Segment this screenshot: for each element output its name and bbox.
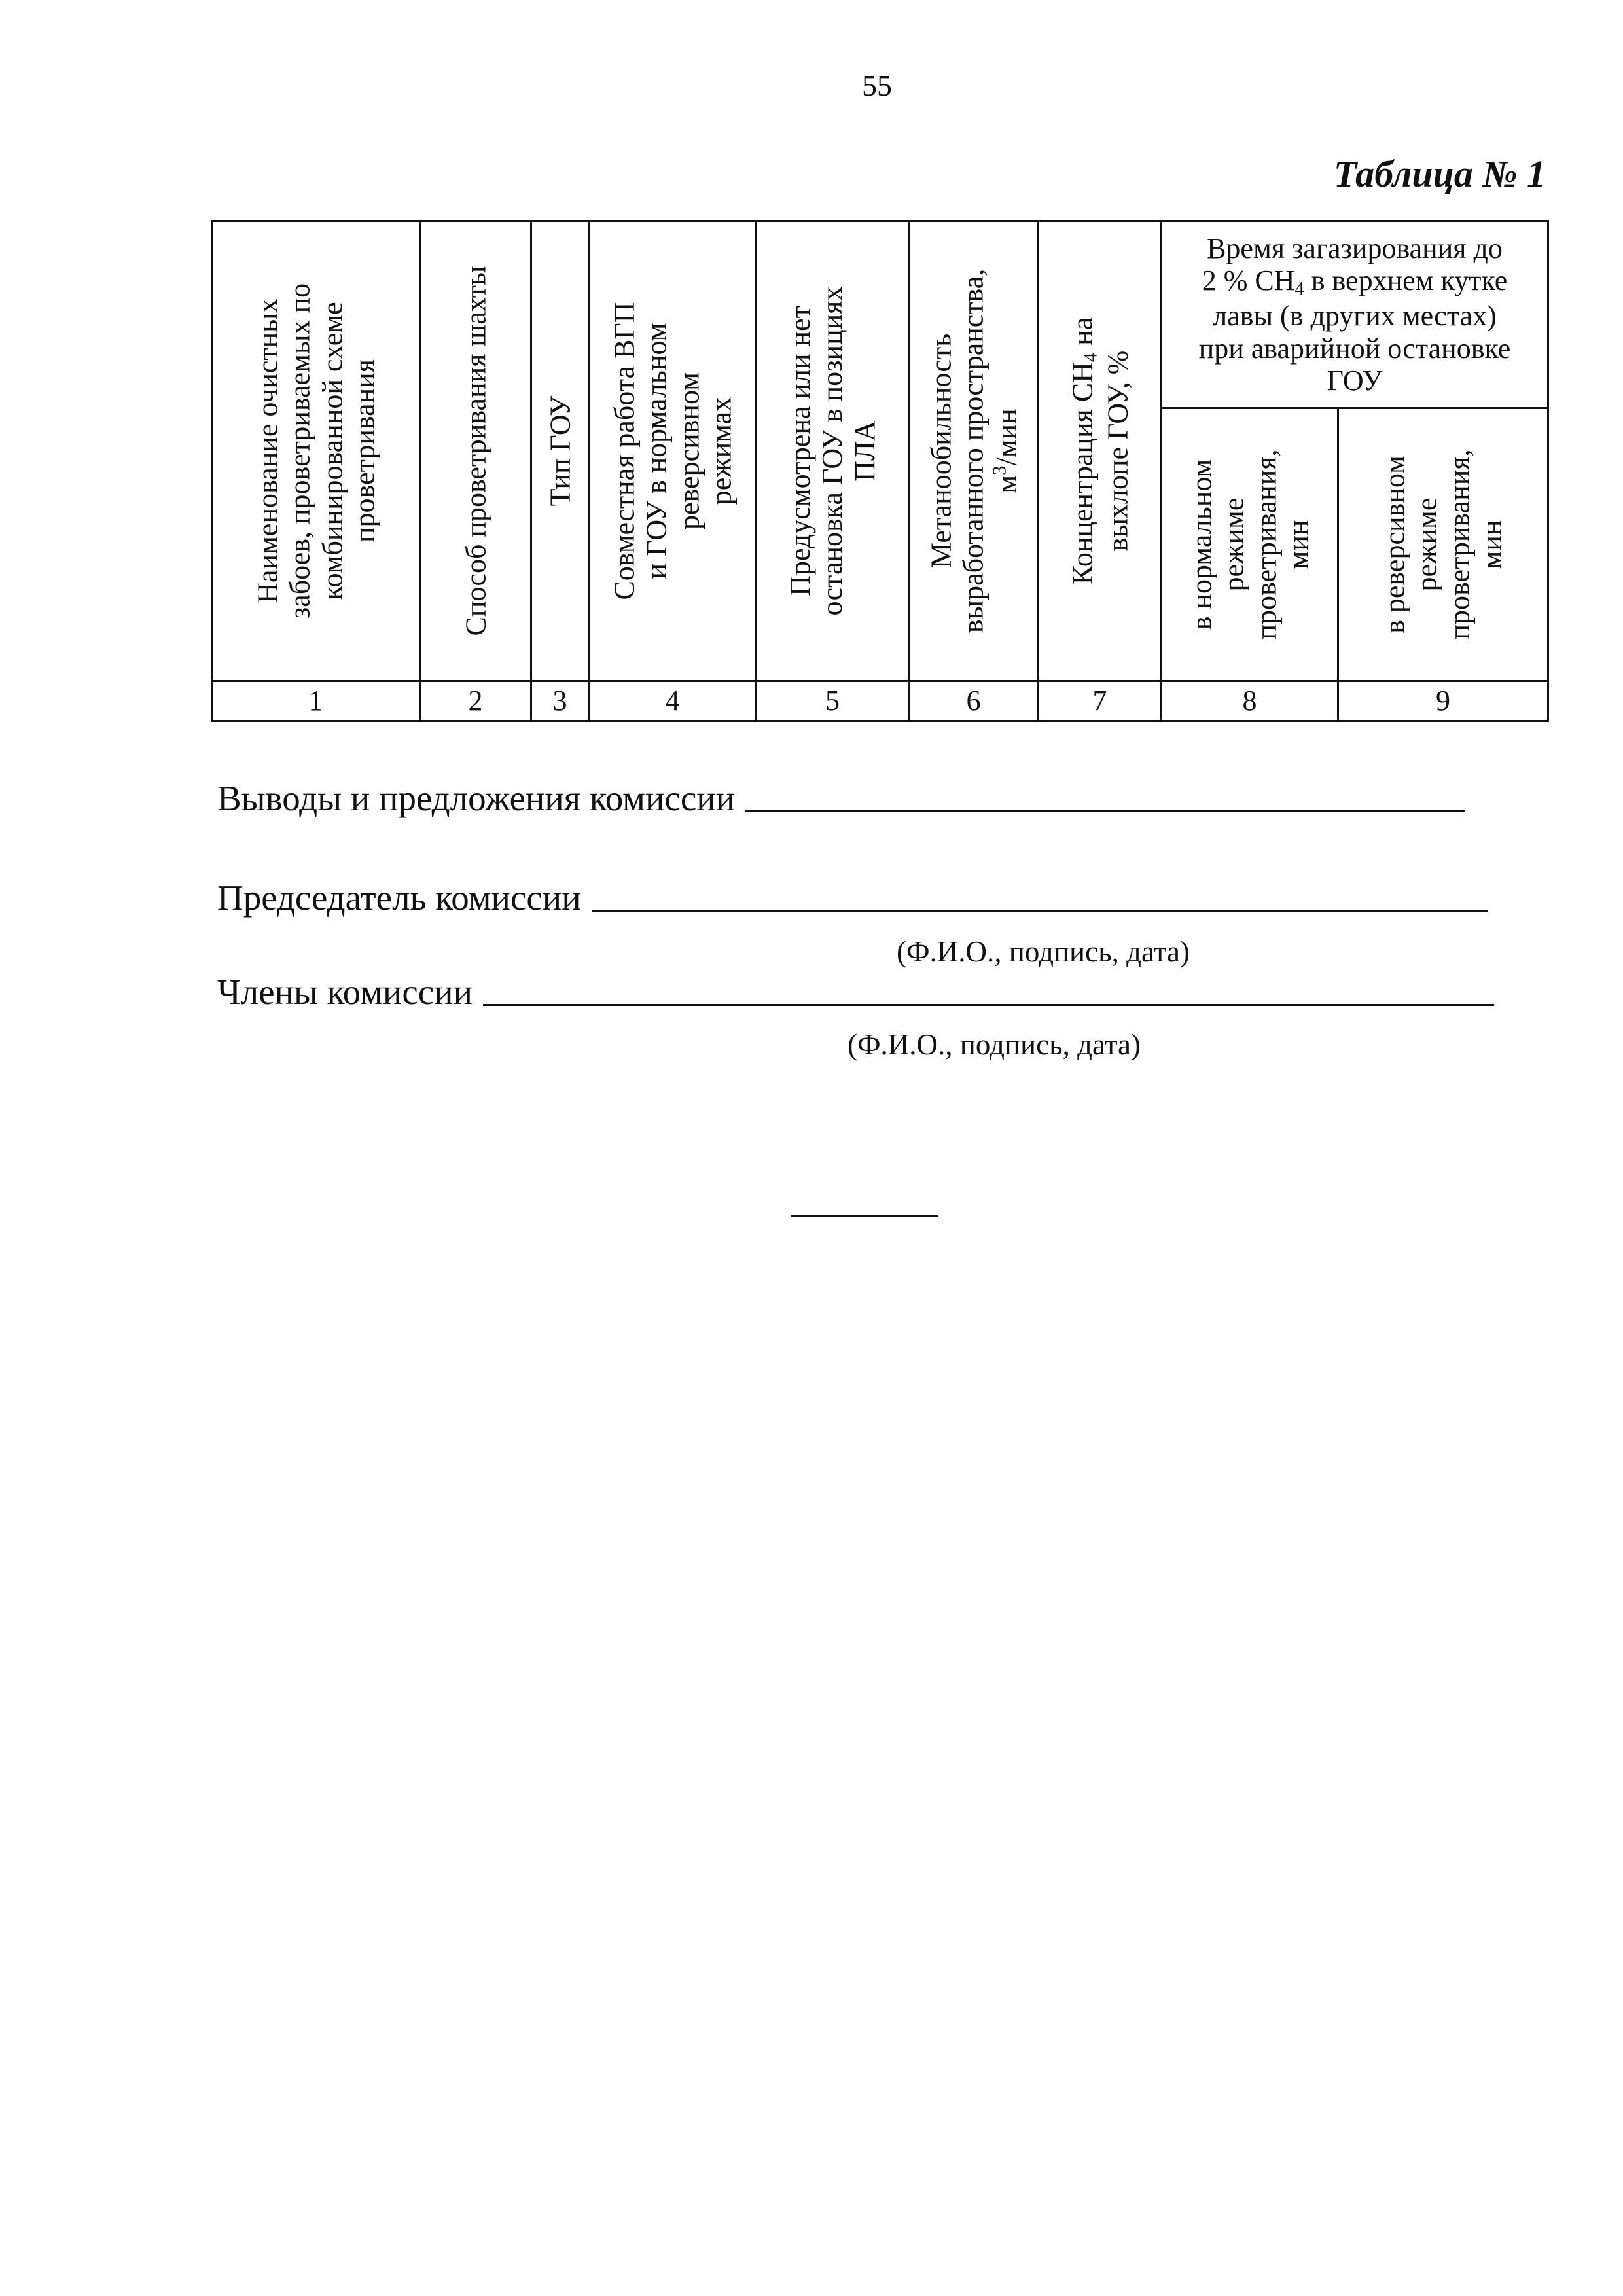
page-number: 55 bbox=[862, 69, 892, 102]
header-col-7-line: выхлопе ГОУ, % bbox=[1101, 350, 1133, 552]
commission-table bbox=[211, 220, 1549, 722]
conclusions-fill-line[interactable] bbox=[745, 810, 1465, 812]
header-col-9 bbox=[1338, 408, 1548, 681]
header-group-gassing-time bbox=[1162, 221, 1548, 408]
column-number: 1 bbox=[212, 681, 420, 721]
conclusions-row bbox=[217, 778, 1465, 819]
header-col-2-line: Способ проветривания шахты bbox=[459, 266, 491, 636]
column-number: 7 bbox=[1039, 681, 1162, 721]
end-rule bbox=[791, 1215, 938, 1217]
header-col-9-line: режиме bbox=[1410, 497, 1443, 592]
header-col-4-line: и ГОУ в нормальном bbox=[640, 323, 673, 579]
header-col-4-line: режимах bbox=[704, 397, 737, 505]
header-col-4-line: Совместная работа ВГП bbox=[607, 302, 640, 600]
members-row bbox=[217, 971, 1494, 1013]
column-number: 8 bbox=[1162, 681, 1338, 721]
table-title: Таблица № 1 bbox=[1333, 152, 1546, 195]
header-col-9-line: проветривания, bbox=[1443, 449, 1475, 640]
header-col-7-line: Концентрация $CH_4$ на bbox=[1065, 317, 1101, 585]
header-col-5-line: Предусмотрена или нет bbox=[784, 306, 817, 596]
column-number: 9 bbox=[1338, 681, 1548, 721]
header-col-6 bbox=[909, 221, 1039, 681]
header-col-1-line: Наименование очистных bbox=[251, 298, 283, 603]
header-col-3 bbox=[531, 221, 589, 681]
group-line: при аварийной остановке bbox=[1198, 332, 1511, 365]
header-col-1-line: комбинированной схеме bbox=[315, 302, 348, 600]
header-col-8-line: режиме bbox=[1217, 497, 1250, 592]
header-col-3-line: Тип ГОУ bbox=[543, 395, 576, 507]
chairman-caption: (Ф.И.О., подпись, дата) bbox=[897, 935, 1190, 968]
column-number: 3 bbox=[531, 681, 589, 721]
conclusions-label: Выводы и предложения комиссии bbox=[217, 778, 736, 818]
header-col-1-line: забоев, проветриваемых по bbox=[283, 283, 316, 619]
header-col-7 bbox=[1039, 221, 1162, 681]
members-caption: (Ф.И.О., подпись, дата) bbox=[847, 1028, 1141, 1061]
header-col-8-line: в нормальном bbox=[1185, 459, 1217, 630]
header-col-5-line: ПЛА bbox=[848, 420, 881, 482]
group-line: ГОУ bbox=[1327, 364, 1383, 397]
members-label: Члены комиссии bbox=[217, 972, 473, 1012]
group-line: Время загазирования до bbox=[1207, 232, 1503, 264]
header-col-4 bbox=[589, 221, 757, 681]
header-col-6-line: Метанообильность bbox=[925, 333, 957, 569]
group-line: 2 % $CH_4$ в верхнем кутке bbox=[1202, 264, 1508, 300]
header-col-8-line: мин bbox=[1281, 520, 1314, 569]
header-col-8 bbox=[1162, 408, 1338, 681]
header-col-8-line: проветривания, bbox=[1249, 449, 1282, 640]
header-col-1 bbox=[212, 221, 420, 681]
column-number: 2 bbox=[420, 681, 531, 721]
header-col-2 bbox=[420, 221, 531, 681]
members-fill-line[interactable] bbox=[483, 1003, 1494, 1006]
header-col-1-line: проветривания bbox=[348, 359, 380, 543]
column-number: 5 bbox=[757, 681, 909, 721]
column-number: 6 bbox=[909, 681, 1039, 721]
header-col-4-line: реверсивном bbox=[672, 372, 705, 529]
chairman-fill-line[interactable] bbox=[592, 909, 1488, 912]
header-col-5-line: остановка ГОУ в позициях bbox=[816, 286, 849, 616]
header-col-9-line: мин bbox=[1475, 520, 1508, 569]
column-numbers-row bbox=[212, 681, 1548, 721]
chairman-row bbox=[217, 877, 1488, 918]
header-col-5 bbox=[757, 221, 909, 681]
header-col-6-unit: $м^3$/мин bbox=[989, 408, 1022, 493]
chairman-label: Председатель комиссии bbox=[217, 878, 581, 918]
header-col-6-line: выработанного пространства, bbox=[957, 268, 990, 634]
group-line: лавы (в других местах) bbox=[1213, 300, 1497, 332]
column-number: 4 bbox=[589, 681, 757, 721]
header-col-9-line: в реверсивном bbox=[1378, 456, 1411, 634]
